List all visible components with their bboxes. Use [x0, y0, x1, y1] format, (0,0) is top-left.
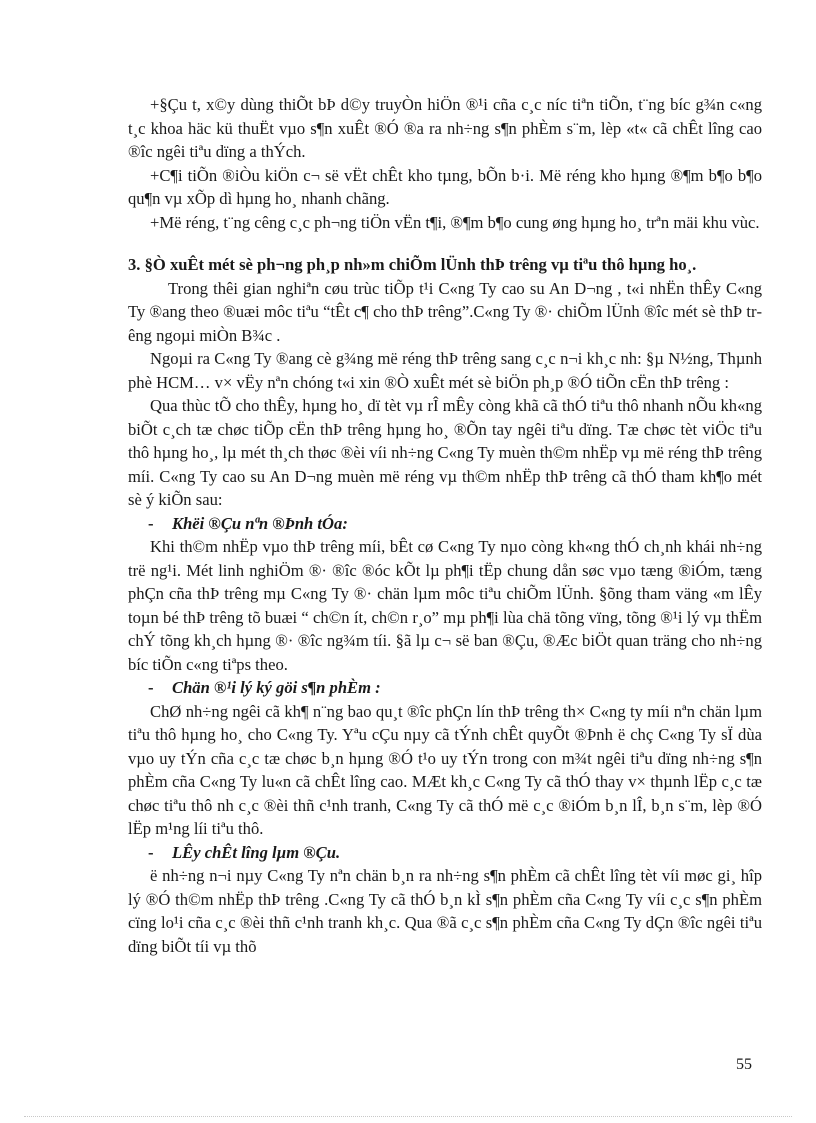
paragraph-expansion: Ngoµi ra C«ng Ty ®ang cè g¾ng më réng thÞ trêng sang c¸c n¬i kh¸c nh: §µ N½ng, Thµnh phè HCM… v× vËy nªn chóng t«i xin ®Ò xuÊt mét sè biÖn ph¸p ®Ó tiÕn cËn thÞ trêng : — [128, 349, 762, 392]
bullet-dash: - — [148, 678, 154, 697]
bullet-heading-quality — [128, 841, 762, 865]
bullet-text: Chän ®¹i lý ký göi s¶n phÈm : — [172, 678, 381, 697]
paragraph-research: Trong thêi gian nghiªn cøu trùc tiÕp t¹i C«ng Ty cao su An D¬ng , t«i nhËn thÊy C«ng Ty ®ang theo ®uæi môc tiªu “tÊt c¶ cho thÞ trêng”.C«ng Ty ®· chiÕm lÜnh ®îc mét sè thÞ trêng ngoµi miÒn B¾c . — [128, 278, 762, 345]
page-number: 55 — [736, 1056, 752, 1073]
footer-divider — [24, 1116, 792, 1117]
bullet-heading-start — [128, 512, 762, 536]
bullet-heading-agents — [128, 676, 762, 700]
bullet-text: LÊy chÊt lîng lµm ®Çu. — [172, 842, 341, 862]
body-text — [128, 93, 762, 958]
paragraph-agents: ChØ nh÷ng ngêi cã kh¶ n¨ng bao qu¸t ®îc phÇn lín thÞ trêng th× C«ng ty míi nªn chän lµm tiªu thô hµng ho¸ cho C«ng Ty. Yªu cÇu nµy cã tÝnh chÊt quyÕt ®Þnh ë chç C«ng Ty sÏ dùa vµo uy tÝn cña c¸c tæ chøc b¸n hµng ®Ó t¹o uy tÝn trong con m¾t ngêi tiªu dïng nh÷ng s¶n phÈm cña C«ng Ty lu«n cã chÊt lîng cao. MÆt kh¸c C«ng Ty cã thÓ thay v× thµnh lËp c¸c tæ chøc tiªu thô nh c¸c ®èi thñ c¹nh tranh, C«ng Ty cã thÓ më c¸c ®iÓm b¸n lÎ, b¸n s¨m, lèp ®Ó lËp m¹ng líi tiªu thô. — [128, 701, 762, 838]
paragraph-new-market: Khi th©m nhËp vµo thÞ trêng míi, bÊt cø C«ng Ty nµo còng kh«ng thÓ ch¸nh khái nh÷ng trë ng¹i. Mét linh nghiÖm ®· ®îc ®óc kÕt lµ ph¶i tËp chung dån søc vµo tæng ®iÓm, tæng phÇn cña thÞ trêng mµ C«ng Ty ®· chän lµm môc tiªu chiÕm lÜnh. §õng tham väng «m lÊy toµn bé thÞ trêng tõ buæi “ ch©n ít, ch©n r¸o” mµ ph¶i lùa chä tõng vïng, tõng ®¹i lý vµ thËm chÝ tõng kh¸ch hµng ®· ®îc ng¾m tíi. §ã lµ c¬ së ban ®Çu, ®Æc biÖt quan träng cho nh÷ng bíc tiÕn c«ng tiªps theo. — [128, 537, 762, 674]
section-heading: 3. §Ò xuÊt mét sè ph¬ng ph¸p nh»m chiÕm lÜnh thÞ trêng vµ tiªu thô hµng ho¸. — [128, 255, 697, 274]
paragraph-equipment: +§Çu t, x©y dùng thiÕt bÞ d©y truyÒn hiÖn ®¹i cña c¸c níc tiªn tiÕn, t¨ng bíc g¾n c«ng t¸c khoa häc kü thuËt vµo s¶n xuÊt ®Ó ®a ra nh÷ng s¶n phÈm s¨m, lèp «t« cã chÊt lîng cao ®îc ngêi tiªu dïng a thÝch. — [128, 95, 762, 161]
bullet-dash: - — [148, 842, 154, 862]
paragraph-practice: Qua thùc tÕ cho thÊy, hµng ho¸ dï tèt vµ rÎ mÊy còng khã cã thÓ tiªu thô nhanh nÕu kh«ng biÕt c¸ch tæ chøc tiÕp cËn thÞ trêng hµng ho¸ ®Õn tay ngêi tiªu dïng. Tæ chøc tèt viÖc tiªu thô hµng ho¸, lµ mét th¸ch thøc ®èi víi nh÷ng C«ng Ty muèn th©m nhËp vµ më réng thÞ trêng míi. C«ng Ty cao su An D¬ng muèn më réng vµ th©m nhËp thÞ trêng cã thÓ tham kh¶o mét sè ý kiÕn sau: — [128, 396, 762, 509]
bullet-dash: - — [148, 513, 154, 533]
paragraph-warehouse: +C¶i tiÕn ®iÒu kiÖn c¬ së vËt chÊt kho tµng, bÕn b·i. Më réng kho hµng ®¶m b¶o b¶o qu¶n vµ xÕp dì hµng ho¸ nhanh chãng. — [128, 165, 762, 208]
paragraph-transport: +Më réng, t¨ng cêng c¸c ph¬ng tiÖn vËn t¶i, ®¶m b¶o cung øng hµng ho¸ trªn mäi khu vùc. — [150, 212, 760, 232]
paragraph-quality: ë nh÷ng n¬i nµy C«ng Ty nªn chän b¸n ra nh÷ng s¶n phÈm cã chÊt lîng tèt víi møc gi¸ hîp lý ®Ó th©m nhËp thÞ trêng .C«ng Ty cã thÓ b¸n kÌ s¶n phÈm cña C«ng Ty víi c¸c s¶n phÈm cïng lo¹i cña c¸c ®èi thñ c¹nh tranh kh¸c. Qua ®ã c¸c s¶n phÈm cña C«ng Ty dÇn ®îc ngêi tiªu dïng biÕt tíi vµ thõ — [128, 866, 762, 956]
bullet-text: Khëi ®Çu nªn ®Þnh tÓa: — [172, 513, 348, 533]
